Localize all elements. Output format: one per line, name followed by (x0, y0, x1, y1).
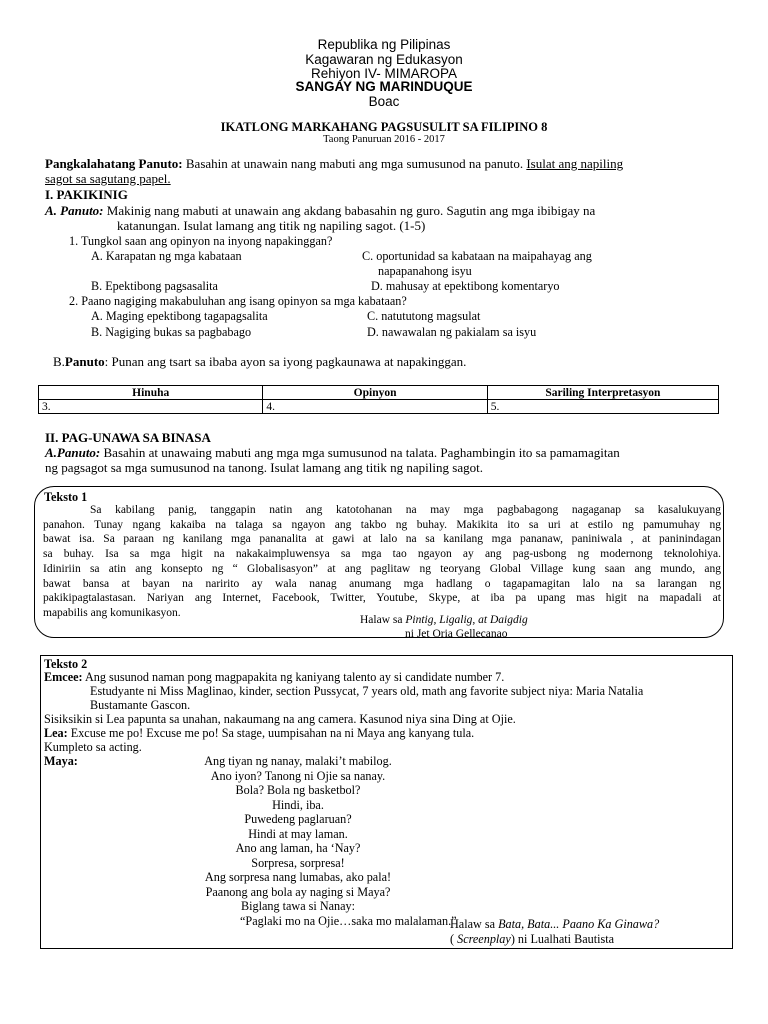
part2-a-text1: Basahin at unawaing mabuti ang mga mga sumusunod na talata. Paghambingin ito sa pamamagitan (100, 445, 620, 460)
poem-line: Bola? Bola ng basketbol? (235, 783, 361, 797)
teksto1-line: pakikipagtalastasan. Nariyan ang Internet, Facebook, Twitter, Youtube, Skype, at iba pa upang mas higit na mapadali at (43, 592, 721, 605)
school-year: Taong Panuruan 2016 - 2017 (323, 134, 445, 145)
poem-line: Hindi at may laman. (248, 826, 348, 841)
question-1: 1. Tungkol saan ang opinyon na inyong napakinggan? (69, 234, 333, 248)
part1-b-instructions (53, 354, 466, 370)
teksto1-line: sa buhay. Isa sa mga higit na nakakaimpluwensya sa mga tao ngayon ay ang pag-usbong ng modernong teknolohiya. (43, 548, 721, 561)
poem-line: Ano ang laman, ha ‘Nay? (235, 841, 361, 855)
q1-option-c-cont: napapanahong isyu (378, 264, 472, 278)
emcee-line (44, 670, 504, 685)
chart-header-opinyon: Opinyon (263, 386, 487, 400)
q2-option-c: C. natututong magsulat (367, 309, 481, 323)
emcee-label: Emcee: (44, 670, 83, 684)
poem (190, 754, 406, 914)
teksto2-source-title: Bata, Bata... Paano Ka Ginawa? (498, 917, 660, 931)
screenplay-open: ( (450, 932, 458, 946)
poem-last-line: “Paglaki mo na Ojie…saka mo malalaman.” (240, 914, 457, 928)
part1-a-instructions (45, 203, 745, 219)
teksto1-line: Idiniriin sa atin ang konsepto ng “ Globalisasyon” at ang paglitaw ng teoryang Global Village kung saan ang mundo, ang (43, 562, 721, 575)
general-text: Basahin at unawain nang mabuti ang mga sumusunod na panuto. (182, 156, 527, 171)
chart-header-interpretasyon: Sariling Interpretasyon (487, 386, 718, 400)
general-underlined-a: Isulat ang napiling (526, 156, 624, 171)
poem-line: Biglang tawa si Nanay: (240, 899, 356, 913)
screenplay-label: Screenplay (457, 932, 511, 946)
part2-heading: II. PAG-UNAWA SA BINASA (45, 430, 211, 445)
q1-option-a: A. Karapatan ng mga kabataan (91, 249, 242, 263)
q1-option-d: D. mahusay at epektibong komentaryo (371, 279, 560, 293)
emcee-cont-2: Bustamante Gascon. (90, 698, 191, 712)
teksto1-body (43, 503, 721, 621)
teksto1-source-prefix: Halaw sa (360, 614, 406, 626)
maya-label: Maya: (44, 754, 78, 768)
teksto1-line: mapabilis ang komunikasyon. (43, 606, 181, 619)
chart-cell-3[interactable]: 3. (39, 400, 263, 414)
part1-a-label: A. Panuto: (45, 203, 104, 218)
header-department: Kagawaran ng Edukasyon (305, 52, 463, 67)
teksto1-author: ni Jet Oria Gellecanao (405, 628, 508, 637)
poem-line: Ano iyon? Tanong ni Ojie sa nanay. (210, 768, 386, 783)
general-underlined-b: sagot sa sagutang papel. (45, 171, 171, 186)
part1-a-text2: katanungan. Isulat lamang ang titik ng napiling sagot. (1-5) (117, 218, 426, 233)
part2-a-label: A.Panuto: (45, 445, 101, 460)
question-2: 2. Paano nagiging makabuluhan ang isang opinyon sa mga kabataan? (69, 294, 407, 308)
teksto1-line: Sa kabilang panig, tanggapin natin ang katotohanan na may mga pagbabagong nagaganap sa kasalukuyang (90, 504, 721, 516)
part1-a-text1: Makinig nang mabuti at unawain ang akdang babasahin ng guro. Sagutin ang mga ibibigay na (103, 203, 596, 218)
narration-2: Kumpleto sa acting. (44, 740, 142, 754)
chart-cell-5[interactable]: 5. (487, 400, 718, 414)
emcee-text: Ang susunod naman pong magpapakita ng kaniyang talento ay si candidate number 7. (82, 670, 505, 684)
q2-option-a: A. Maging epektibong tagapagsalita (91, 309, 268, 323)
exam-title: IKATLONG MARKAHANG PAGSUSULIT SA FILIPINO 8 (220, 120, 548, 134)
q2-option-d: D. nawawalan ng pakialam sa isyu (367, 325, 537, 339)
chart-header-hinuha: Hinuha (39, 386, 263, 400)
general-instructions (45, 156, 735, 171)
part2-a-text2: ng pagsagot sa mga sumusunod na tanong. Isulat lamang ang titik ng napiling sagot. (45, 460, 483, 475)
header-region: Rehiyon IV- MIMAROPA (310, 66, 458, 81)
teksto2-source (450, 917, 659, 932)
poem-line: Ang sorpresa nang lumabas, ako pala! (204, 870, 392, 884)
q2-option-b: B. Nagiging bukas sa pagbabago (91, 325, 252, 339)
part2-a-instructions (45, 445, 745, 461)
part1-b-label: Panuto (64, 354, 105, 369)
teksto2-label: Teksto 2 (44, 657, 88, 671)
poem-line: Sorpresa, sorpresa! (251, 855, 345, 870)
teksto2-author (450, 932, 614, 947)
teksto1-line: panahon. Tunay ngang kakaiba na talaga sa ngayon ang takbo ng buhay. Makikita ito sa uri at estilo ng pamumuhay ng (43, 518, 721, 531)
part1-b-prefix: B. (53, 354, 65, 369)
q1-option-b: B. Epektibong pagsasalita (91, 279, 218, 293)
screenplay-close: ) ni Lualhati Bautista (510, 932, 615, 946)
teksto1-line: bawat bansa at bayan na naririto ay wala nanag anumang mga hadlang o tagapamagitan lalo na sa larangan ng (43, 577, 721, 590)
lea-text: Excuse me po! Excuse me po! Sa stage, uumpisahan na ni Maya ang kanyang tula. (67, 726, 475, 740)
teksto1-source-title: Pintig, Ligalig, at Daigdig (405, 614, 528, 626)
answer-chart (38, 385, 719, 414)
chart-cell-4[interactable]: 4. (263, 400, 487, 414)
poem-line: Ang tiyan ng nanay, malaki’t mabilog. (204, 754, 392, 768)
part1-b-text: : Punan ang tsart sa ibaba ayon sa iyong pagkaunawa at napakinggan. (104, 354, 467, 369)
header-town: Boac (368, 94, 400, 109)
header-division: SANGAY NG MARINDUQUE (295, 79, 473, 94)
lea-line (44, 726, 474, 741)
part1-heading: I. PAKIKINIG (45, 187, 128, 202)
poem-line: Paanong ang bola ay naging si Maya? (205, 884, 391, 899)
general-label: Pangkalahatang Panuto: (45, 156, 183, 171)
teksto1-line: bawat isa. Sa paraan ng kanilang mga pananalita at gawi at lalo na sa kanilang mga pananaw, paniniwala , at paninindagan (43, 533, 721, 546)
teksto1-source (360, 614, 528, 626)
poem-line: Puwedeng paglaruan? (244, 812, 352, 826)
header-republic: Republika ng Pilipinas (317, 37, 451, 52)
lea-label: Lea: (44, 726, 68, 740)
emcee-cont-1: Estudyante ni Miss Maglinao, kinder, section Pussycat, 7 years old, math ang favorite subject niya: Maria Natalia (90, 684, 644, 698)
narration-1: Sisiksikin si Lea papunta sa unahan, nakaumang na ang camera. Kasunod niya sina Ding at Ojie. (44, 712, 516, 726)
q1-option-c: C. oportunidad sa kabataan na maipahayag ang (362, 249, 592, 263)
poem-line: Hindi, iba. (272, 797, 324, 812)
teksto2-source-prefix: Halaw sa (450, 917, 499, 931)
teksto1-label: Teksto 1 (44, 490, 88, 504)
